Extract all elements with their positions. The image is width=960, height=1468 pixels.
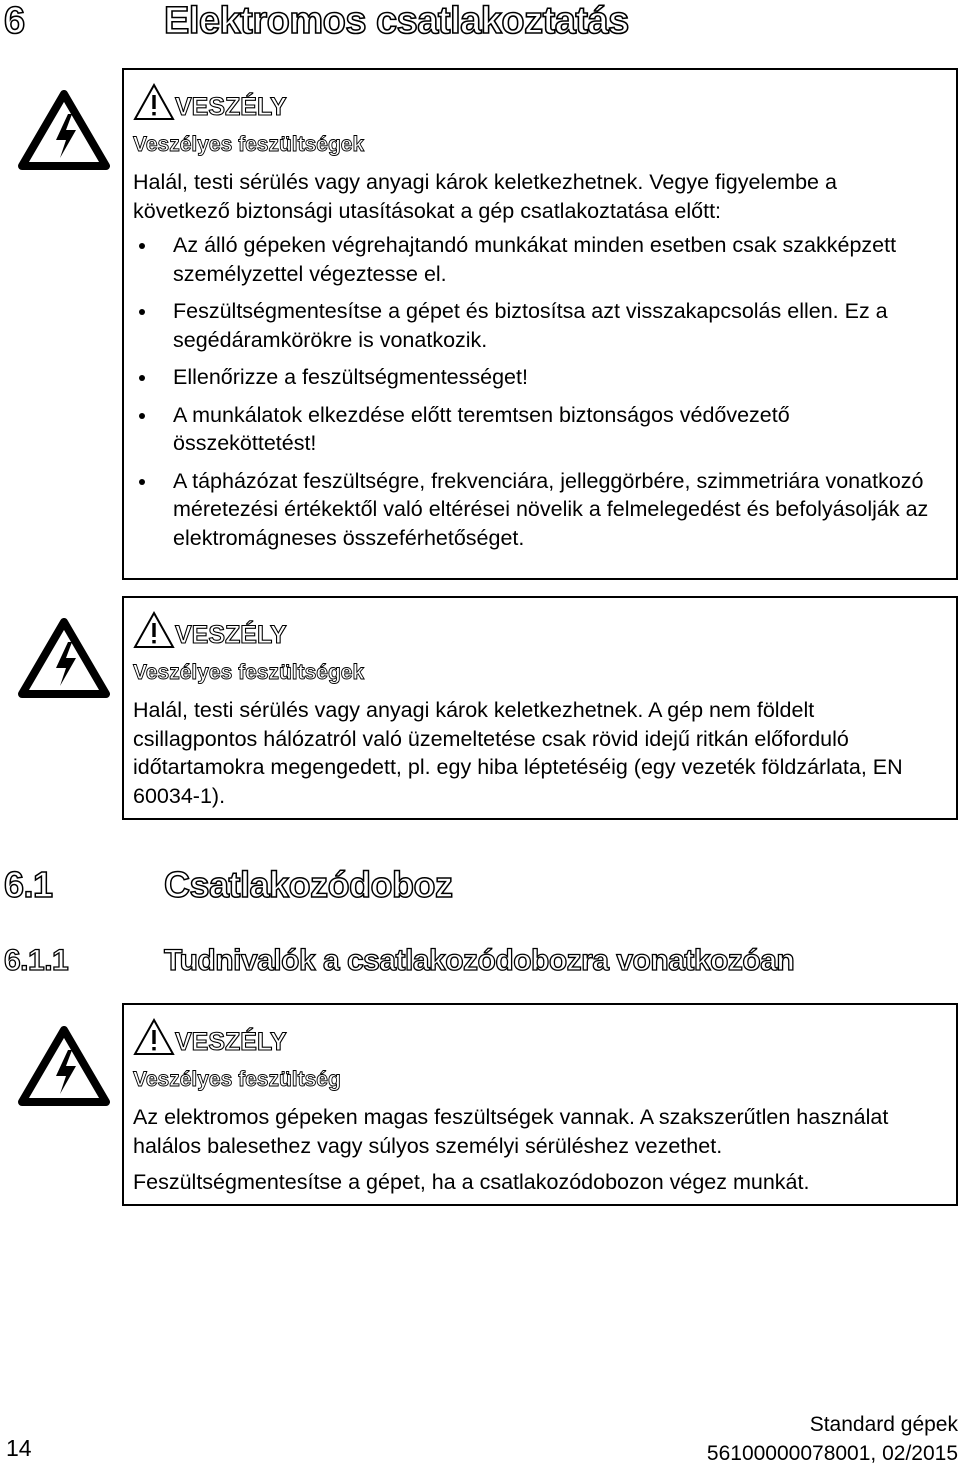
warning-subtitle: Veszélyes feszültség (133, 1068, 341, 1091)
document-id: 56100000078001, 02/2015 (706, 1442, 958, 1465)
subsection-heading (4, 944, 794, 978)
warning-level: VESZÉLY (175, 621, 287, 649)
warning-text: Feszültségmentesítse a gépet, ha a csatlakozódobozon végez munkát. (133, 1170, 810, 1194)
warning-box-1 (122, 68, 958, 580)
subsection-number: 6.1.1 (4, 944, 69, 977)
warning-text: Halál, testi sérülés vagy anyagi károk keletkezhetnek. Vegye figyelembe a következő biztonsági utasításokat a gép csatlakoztatása előtt: (133, 170, 837, 223)
high-voltage-warning-icon (18, 618, 110, 698)
chapter-heading (4, 0, 629, 43)
high-voltage-warning-icon (18, 1026, 110, 1106)
warning-bullet-list (133, 231, 932, 552)
document-title: Standard gépek (809, 1413, 958, 1436)
section-heading (4, 864, 453, 906)
list-item: Feszültségmentesítse a gépet és biztosítsa azt visszakapcsolás ellen. Ez a segédáramkörökre is vonatkozik. (133, 297, 932, 354)
warning-subtitle: Veszélyes feszültségek (133, 661, 365, 684)
warning-text: Az elektromos gépeken magas feszültségek vannak. A szakszerűtlen használat halálos balesethez vagy súlyos személyi sérüléshez vezethet. (133, 1105, 889, 1158)
list-item: A munkálatok elkezdése előtt teremtsen biztonságos védővezető összeköttetést! (133, 401, 932, 458)
list-item: Az álló gépeken végrehajtandó munkákat minden esetben csak szakképzett személyzettel végeztesse el. (133, 231, 932, 288)
exclamation-triangle-icon (133, 610, 175, 650)
warning-level: VESZÉLY (175, 1028, 287, 1056)
section-title: Csatlakozódoboz (164, 864, 453, 905)
exclamation-triangle-icon (133, 1017, 175, 1057)
subsection-title: Tudnivalók a csatlakozódobozra vonatkozóan (164, 944, 795, 977)
exclamation-triangle-icon (133, 82, 175, 122)
warning-level: VESZÉLY (175, 93, 287, 121)
warning-box-3 (122, 1003, 958, 1206)
high-voltage-warning-icon (18, 90, 110, 170)
chapter-number: 6 (4, 0, 25, 42)
list-item: Ellenőrizze a feszültségmentességet! (133, 363, 932, 392)
warning-box-2 (122, 596, 958, 820)
warning-header (133, 606, 932, 650)
section-number: 6.1 (4, 864, 53, 905)
warning-header (133, 1013, 932, 1057)
warning-text: Halál, testi sérülés vagy anyagi károk keletkezhetnek. A gép nem földelt csillagpontos hálózatról való üzemeltetése csak rövid idejű ritkán előforduló időtartamokra megengedett, pl. egy hiba léptetéséig (egy vezeték földzárlata, EN 60034-1). (133, 698, 903, 808)
warning-header (133, 78, 932, 122)
warning-subtitle: Veszélyes feszültségek (133, 133, 365, 156)
list-item: A tápházózat feszültségre, frekvenciára, jelleggörbére, szimmetriára vonatkozó méretezési értékektől való eltérései növelik a felmelegedést és befolyásolják az elektromágneses összeférhetőséget. (133, 467, 932, 553)
chapter-title: Elektromos csatlakoztatás (164, 0, 629, 42)
footer-info (707, 1410, 958, 1468)
page-number: 14 (6, 1435, 32, 1461)
